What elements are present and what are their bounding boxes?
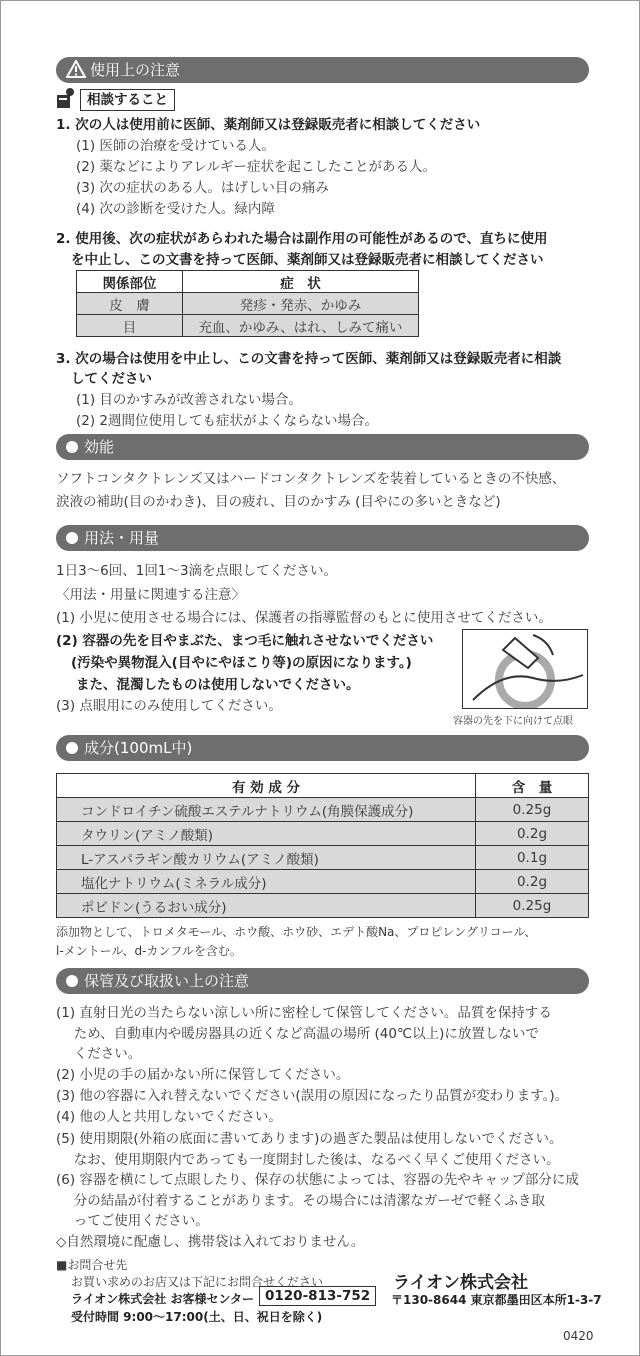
eye-drop-illustration (462, 629, 588, 709)
storage-title: 保管及び取扱い上の注意 (84, 972, 250, 990)
storage-line: ため、自動車内や暖房器具の近くなど高温の場所 (40℃以上)に放置しないで (56, 1026, 539, 1042)
caution-item2-line1: 2. 使用後、次の症状があらわれた場合は副作用の可能性があるので、直ちに使用 (56, 231, 548, 247)
dosage-note: (3) 点眼用にのみ使用してください。 (56, 698, 282, 714)
warning-icon (66, 60, 86, 86)
dosage-related-title: 〈用法・用量に関連する注意〉 (56, 587, 245, 603)
contact-heading: ■お問合せ先 (56, 1258, 128, 1272)
caution-item1-sub: (3) 次の症状のある人。はげしい目の痛み (76, 180, 329, 196)
caution-item1-sub: (1) 医師の治療を受けている人。 (76, 138, 275, 154)
ingredients-header-name: 有 効 成 分 (57, 774, 476, 798)
efficacy-line: ソフトコンタクトレンズ又はハードコンタクトレンズを装着しているときの不快感、 (56, 471, 566, 487)
side-effects-symptom: 充血、かゆみ、はれ、しみて痛い (183, 315, 419, 337)
storage-line: (4) 他の人と共用しないでください。 (56, 1109, 282, 1125)
ingredient-amount: 0.2g (476, 870, 589, 894)
side-effects-header-part: 関係部位 (77, 271, 183, 293)
table-row (57, 798, 589, 822)
consult-icon (56, 87, 76, 113)
table-row (57, 822, 589, 846)
dosage-note: (汚染や異物混入(目やにやほこり等)の原因になります。) (71, 655, 412, 671)
side-effects-header-symptom: 症 状 (183, 271, 419, 293)
dosage-text: 1日3～6回、1回1～3滴を点眼してください。 (56, 563, 338, 579)
storage-line: (5) 使用期限(外箱の底面に書いてあります)の過ぎた製品は使用しないでください。 (56, 1131, 563, 1147)
caution-section-header (56, 57, 589, 83)
caution-item3-sub: (1) 目のかすみが改善されない場合。 (76, 392, 302, 408)
storage-line: ってご使用ください。 (56, 1213, 209, 1229)
company-address: 〒130-8644 東京都墨田区本所1-3-7 (391, 1293, 602, 1307)
efficacy-title: 効能 (84, 438, 115, 456)
dosage-note: また、混濁したものは使用しないでください。 (76, 677, 360, 693)
storage-line: (6) 容器を横にして点眼したり、保存の状態によっては、容器の先やキャップ部分に成 (56, 1172, 579, 1188)
ingredient-name: 塩化ナトリウム(ミネラル成分) (57, 870, 476, 894)
caution-item1-sub: (2) 薬などによりアレルギー症状を起こしたことがある人。 (76, 159, 437, 175)
additives-line: l-メントール、d-カンフルを含む。 (56, 944, 242, 958)
caution-item1-sub: (4) 次の診断を受けた人。緑内障 (76, 201, 275, 217)
ingredient-amount: 0.25g (476, 798, 589, 822)
ingredients-table (56, 773, 589, 918)
consult-label: 相談すること (80, 89, 175, 111)
bullet-icon (66, 532, 78, 544)
ingredient-amount: 0.25g (476, 894, 589, 918)
bullet-icon (66, 742, 78, 754)
side-effects-symptom: 発疹・発赤、かゆみ (183, 293, 419, 315)
additives-line: 添加物として、トロメタモール、ホウ酸、ホウ砂、エデト酸Na、プロピレングリコール、 (56, 925, 537, 939)
ingredient-amount: 0.2g (476, 822, 589, 846)
bullet-icon (66, 441, 78, 453)
storage-line: 分の結晶が付着することがあります。その場合には清潔なガーゼで軽くふき取 (56, 1193, 545, 1209)
ingredient-name: L-アスパラギン酸カリウム(アミノ酸類) (57, 846, 476, 870)
caution-item2-line2: を中止し、この文書を持って医師、薬剤師又は登録販売者に相談してください (71, 252, 544, 268)
storage-line: (3) 他の容器に入れ替えないでください(誤用の原因になったり品質が変わります。)。 (56, 1088, 569, 1104)
side-effects-part: 目 (77, 315, 183, 337)
efficacy-line: 涙液の補助(目のかわき)、目の疲れ、目のかすみ (目やにの多いときなど) (56, 494, 501, 510)
table-row (77, 293, 419, 315)
phone-number: 0120-813-752 (259, 1286, 376, 1306)
table-row (57, 894, 589, 918)
caution-item3-line2: してください (71, 371, 152, 387)
table-row (57, 846, 589, 870)
ingredients-title: 成分(100mL中) (84, 739, 193, 757)
dosage-title: 用法・用量 (84, 529, 160, 547)
side-effects-table (76, 270, 419, 337)
dosage-note: (2) 容器の先を目やまぶた、まつ毛に触れさせないでください (56, 633, 434, 649)
company-name: ライオン株式会社 (393, 1273, 528, 1293)
dosage-note: (1) 小児に使用させる場合には、保護者の指導監督のもとに使用させてください。 (56, 610, 552, 626)
side-effects-part: 皮 膚 (77, 293, 183, 315)
storage-line: なお、使用期限内であっても一度開封した後は、なるべく早くご使用ください。 (56, 1152, 560, 1168)
ingredient-name: タウリン(アミノ酸類) (57, 822, 476, 846)
contact-line: お買い求めのお店又は下記にお問合せください (71, 1275, 324, 1289)
ingredients-section-header (56, 735, 589, 761)
ingredient-name: コンドロイチン硫酸エステルナトリウム(角膜保護成分) (57, 798, 476, 822)
caution-item3-sub: (2) 2週間位使用しても症状がよくならない場合。 (76, 413, 379, 429)
table-row (77, 315, 419, 337)
contact-center: ライオン株式会社 お客様センター (71, 1292, 254, 1306)
storage-line: ください。 (56, 1046, 142, 1062)
bullet-icon (66, 975, 78, 987)
illustration-caption: 容器の先を下に向けて点眼 (453, 716, 573, 727)
efficacy-section-header (56, 434, 589, 460)
caution-item1-title: 1. 次の人は使用前に医師、薬剤師又は登録販売者に相談してください (56, 117, 481, 133)
ingredient-name: ポビドン(うるおい成分) (57, 894, 476, 918)
storage-section-header (56, 968, 589, 994)
ingredient-amount: 0.1g (476, 846, 589, 870)
ingredients-header-amount: 含 量 (476, 774, 589, 798)
document-code: 0420 (563, 1329, 594, 1343)
storage-line: (1) 直射日光の当たらない涼しい所に密栓して保管してください。品質を保持する (56, 1005, 552, 1021)
storage-line: (2) 小児の手の届かない所に保管してください。 (56, 1067, 350, 1083)
table-row (57, 870, 589, 894)
dosage-section-header (56, 525, 589, 551)
eco-note: ◇自然環境に配慮し、携帯袋は入れておりません。 (56, 1234, 365, 1250)
caution-title: 使用上の注意 (90, 61, 181, 79)
contact-hours: 受付時間 9:00～17:00(土、日、祝日を除く) (71, 1310, 323, 1324)
caution-item3-line1: 3. 次の場合は使用を中止し、この文書を持って医師、薬剤師又は登録販売者に相談 (56, 351, 562, 367)
